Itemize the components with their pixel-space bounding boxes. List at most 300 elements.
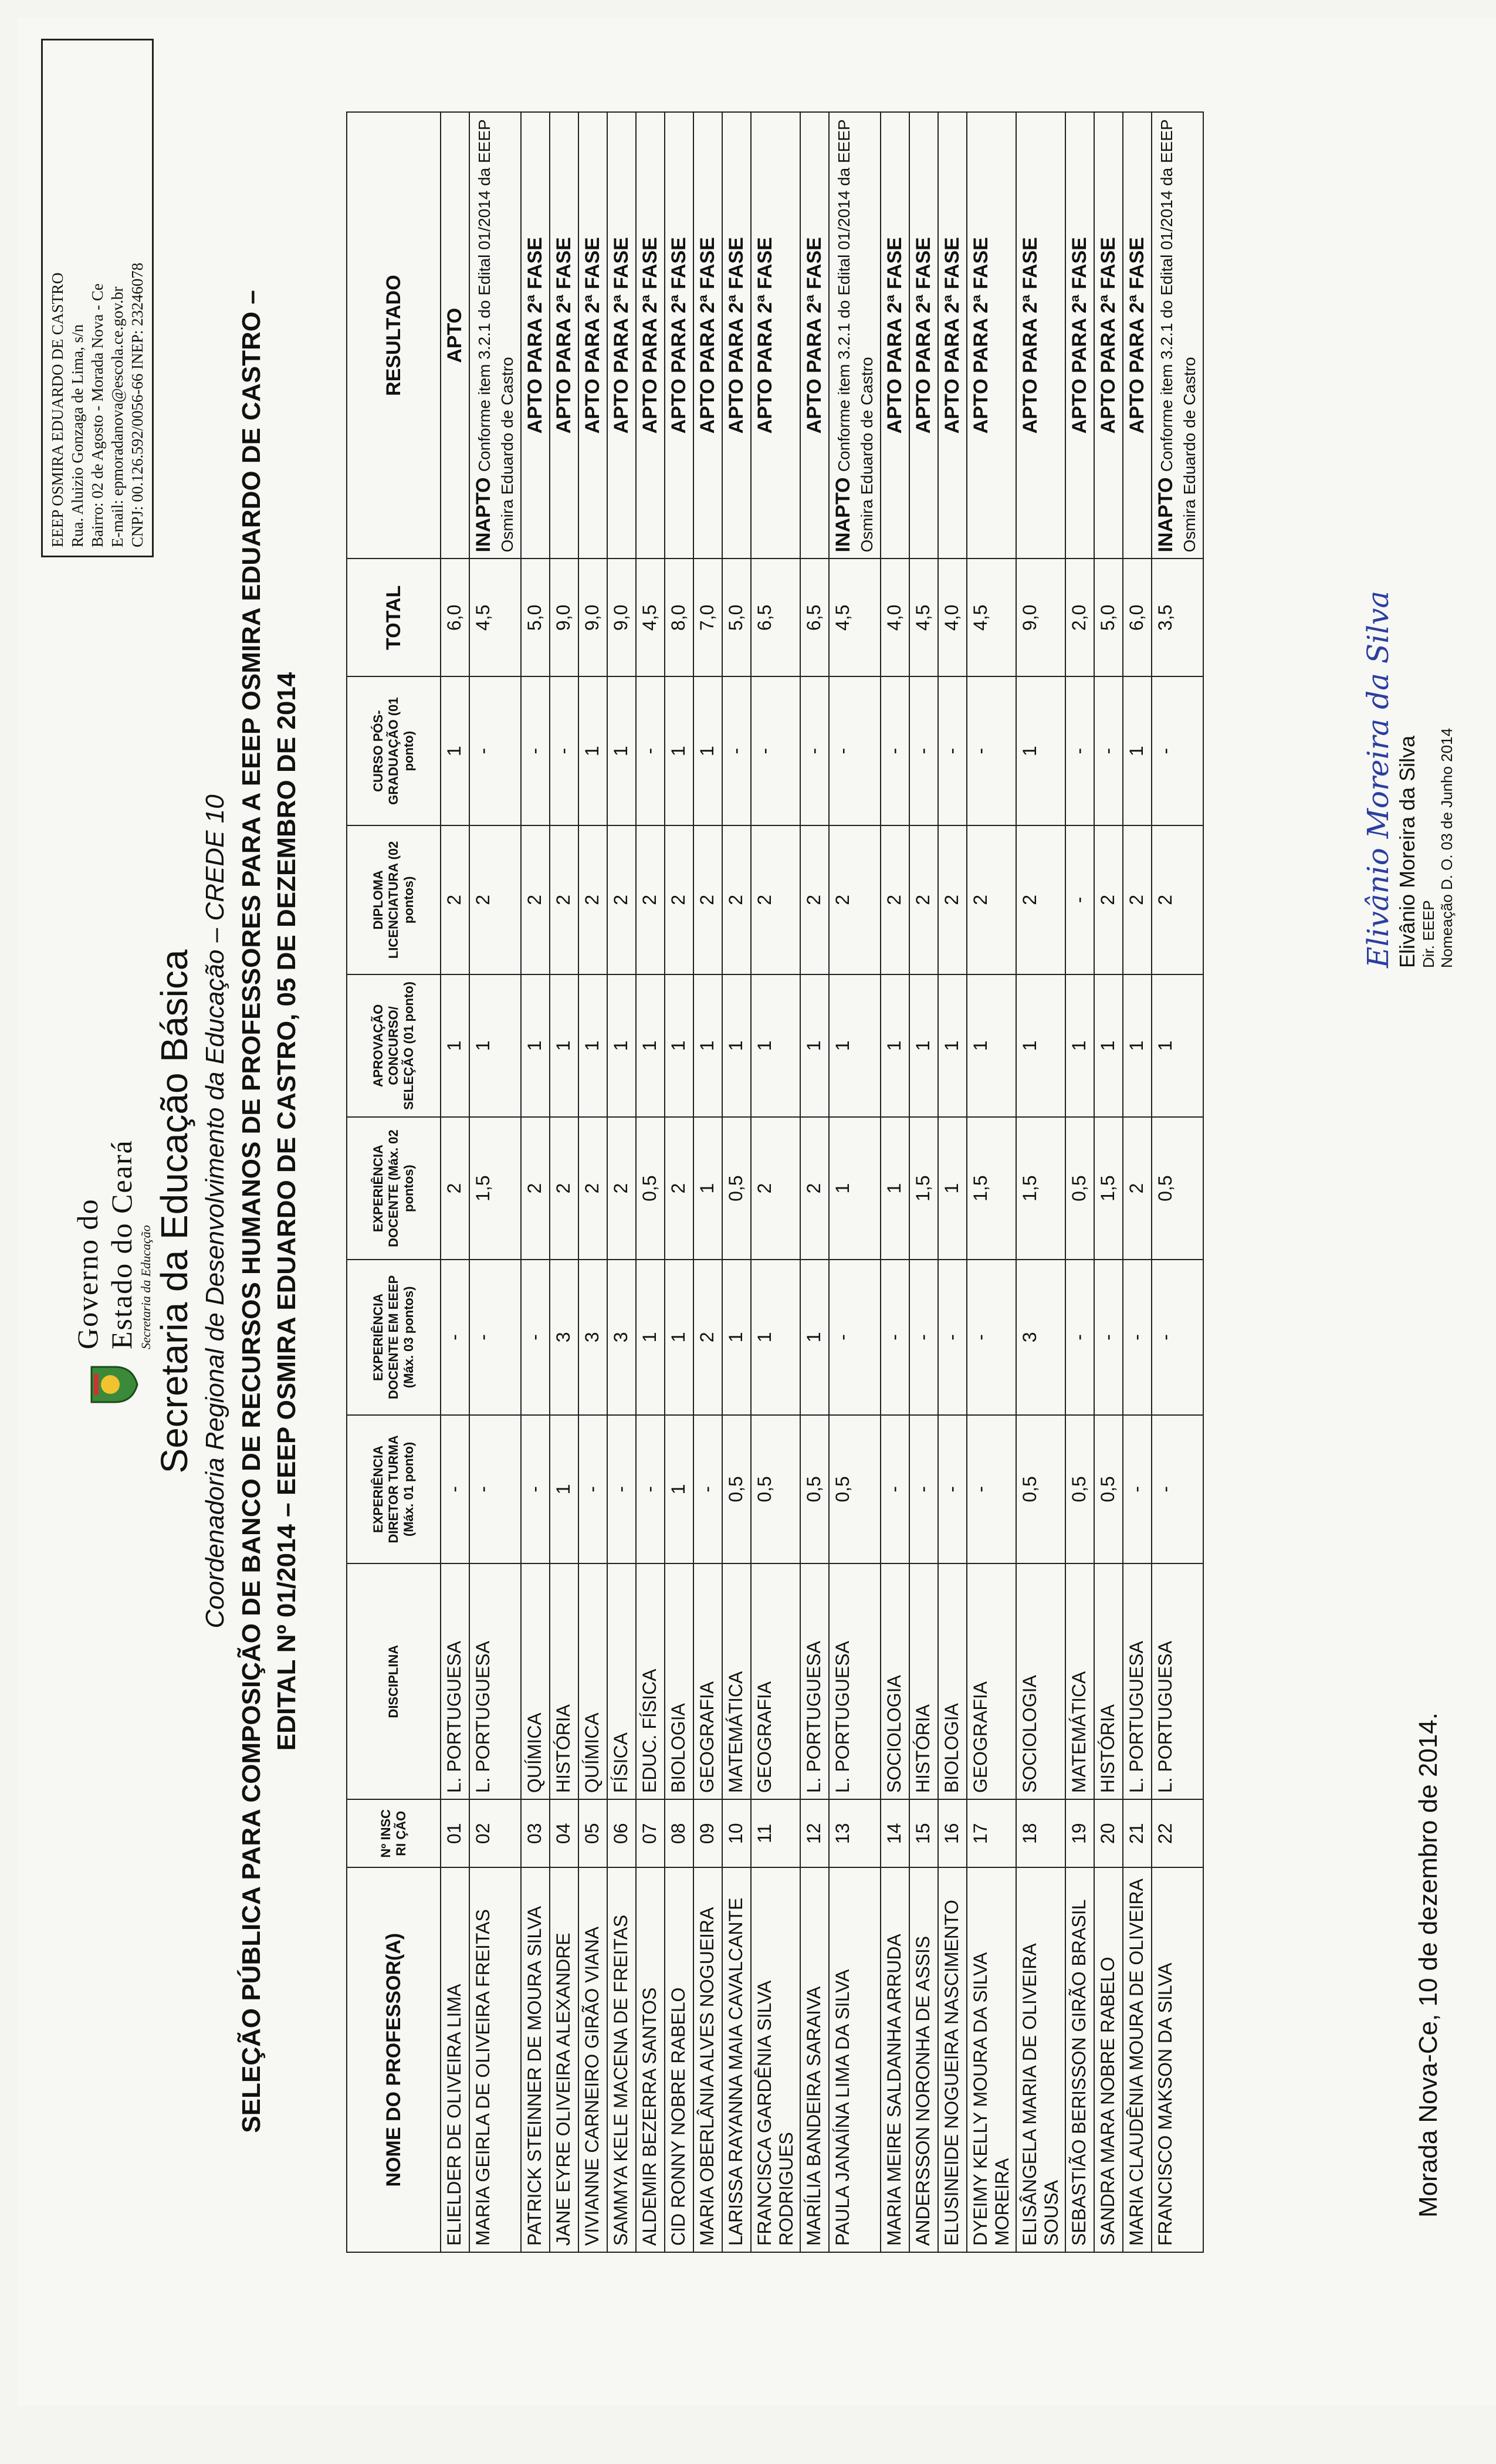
cell-disc: L. PORTUGUESA xyxy=(1152,1563,1203,1799)
cell-pos: 1 xyxy=(693,676,722,825)
cell-pos: 1 xyxy=(1016,676,1065,825)
cell-disc: BIOLOGIA xyxy=(938,1563,967,1799)
cell-nome: ANDERSSON NORONHA DE ASSIS xyxy=(909,1867,938,2252)
cell-resultado xyxy=(607,112,636,559)
cell-dt: - xyxy=(909,1415,938,1564)
cell-doc: 2 xyxy=(550,1117,578,1260)
cell-disc: FÍSICA xyxy=(607,1563,636,1799)
cell-total: 9,0 xyxy=(1016,559,1065,676)
cell-disc: GEOGRAFIA xyxy=(693,1563,722,1799)
cell-pos: - xyxy=(1152,676,1203,825)
cell-eeep: 2 xyxy=(693,1260,722,1414)
cell-disc: SOCIOLOGIA xyxy=(881,1563,909,1799)
cell-resultado xyxy=(665,112,693,559)
result-status: APTO PARA 2ª FASE xyxy=(668,237,690,434)
cell-nome: SAMMYA KELE MACENA DE FREITAS xyxy=(607,1867,636,2252)
cell-total: 6,5 xyxy=(751,559,800,676)
cell-eeep: - xyxy=(469,1260,521,1414)
cell-dt: - xyxy=(693,1415,722,1564)
cell-disc: QUÍMICA xyxy=(521,1563,550,1799)
cell-pos: - xyxy=(521,676,550,825)
school-stamp xyxy=(41,39,154,557)
cell-doc: 1 xyxy=(881,1117,909,1260)
cell-dt: - xyxy=(578,1415,607,1564)
cell-eeep: 3 xyxy=(550,1260,578,1414)
results-table-wrapper xyxy=(346,111,1204,2253)
table-row xyxy=(636,112,665,2252)
cell-dip: 2 xyxy=(881,825,909,974)
cell-dt: - xyxy=(1152,1415,1203,1564)
cell-pos: - xyxy=(829,676,881,825)
cell-dt: 0,5 xyxy=(722,1415,751,1564)
cell-apr: 1 xyxy=(881,974,909,1117)
cell-nome: SANDRA MARA NOBRE RABELO xyxy=(1094,1867,1123,2252)
cell-insc: 11 xyxy=(751,1799,800,1867)
government-line-2: Estado do Ceará xyxy=(105,1139,138,1349)
cell-insc: 09 xyxy=(693,1799,722,1867)
table-row xyxy=(722,112,751,2252)
result-status: APTO PARA 2ª FASE xyxy=(610,237,632,434)
cell-apr: 1 xyxy=(636,974,665,1117)
cell-pos: - xyxy=(469,676,521,825)
cell-dt: 0,5 xyxy=(1094,1415,1123,1564)
cell-apr: 1 xyxy=(1094,974,1123,1117)
cell-dt: 0,5 xyxy=(800,1415,829,1564)
result-status: APTO PARA 2ª FASE xyxy=(912,237,935,434)
table-row xyxy=(829,112,881,2252)
cell-apr: 1 xyxy=(1123,974,1152,1117)
result-status: APTO PARA 2ª FASE xyxy=(725,237,747,434)
result-status: APTO PARA 2ª FASE xyxy=(754,237,776,434)
cell-dt: 1 xyxy=(550,1415,578,1564)
table-row xyxy=(521,112,550,2252)
cell-dip: 2 xyxy=(722,825,751,974)
cell-apr: 1 xyxy=(967,974,1016,1117)
result-status: APTO PARA 2ª FASE xyxy=(1126,237,1148,434)
cell-nome: CID RONNY NOBRE RABELO xyxy=(665,1867,693,2252)
cell-pos: - xyxy=(967,676,1016,825)
cell-doc: 1,5 xyxy=(469,1117,521,1260)
cell-doc: 1,5 xyxy=(967,1117,1016,1260)
cell-doc: 2 xyxy=(665,1117,693,1260)
cell-doc: 0,5 xyxy=(636,1117,665,1260)
place-date: Morada Nova-Ce, 10 de dezembro de 2014. xyxy=(1414,1712,1443,2218)
cell-resultado xyxy=(967,112,1016,559)
column-header: Nº INSC RI ÇÃO xyxy=(347,1799,441,1867)
cell-insc: 19 xyxy=(1065,1799,1094,1867)
stamp-line: CNPJ: 00.126.592/0056-66 INEP: 23246078 xyxy=(128,262,146,547)
result-status: APTO PARA 2ª FASE xyxy=(553,237,575,434)
cell-resultado xyxy=(1065,112,1094,559)
cell-insc: 01 xyxy=(441,1799,469,1867)
table-row xyxy=(1094,112,1123,2252)
cell-nome: ELISÂNGELA MARIA DE OLIVEIRA SOUSA xyxy=(1016,1867,1065,2252)
cell-doc: 2 xyxy=(751,1117,800,1260)
cell-disc: MATEMÁTICA xyxy=(722,1563,751,1799)
cell-pos: - xyxy=(550,676,578,825)
cell-nome: SEBASTIÃO BERISSON GIRÃO BRASIL xyxy=(1065,1867,1094,2252)
cell-insc: 06 xyxy=(607,1799,636,1867)
cell-nome: ELIELDER DE OLIVEIRA LIMA xyxy=(441,1867,469,2252)
document-page xyxy=(18,18,1496,2405)
cell-total: 4,5 xyxy=(829,559,881,676)
cell-doc: 0,5 xyxy=(1065,1117,1094,1260)
cell-apr: 1 xyxy=(800,974,829,1117)
cell-resultado xyxy=(1016,112,1065,559)
cell-disc: SOCIOLOGIA xyxy=(1016,1563,1065,1799)
cell-nome: VIVIANNE CARNEIRO GIRÃO VIANA xyxy=(578,1867,607,2252)
selection-title: SELEÇÃO PÚBLICA PARA COMPOSIÇÃO DE BANCO DE RECURSOS HUMANOS DE PROFESSORES PARA A EEEP OSMIRA EDUARDO DE CASTRO – xyxy=(237,290,266,2133)
cell-eeep: - xyxy=(1123,1260,1152,1414)
cell-apr: 1 xyxy=(1065,974,1094,1117)
table-header-row xyxy=(347,112,441,2252)
cell-total: 9,0 xyxy=(578,559,607,676)
cell-eeep: - xyxy=(909,1260,938,1414)
cell-dip: 2 xyxy=(909,825,938,974)
cell-dip: 2 xyxy=(1094,825,1123,974)
cell-dip: 2 xyxy=(829,825,881,974)
cell-total: 4,5 xyxy=(636,559,665,676)
cell-pos: 1 xyxy=(665,676,693,825)
cell-eeep: - xyxy=(829,1260,881,1414)
column-header: TOTAL xyxy=(347,559,441,676)
cell-resultado xyxy=(636,112,665,559)
cell-disc: MATEMÁTICA xyxy=(1065,1563,1094,1799)
cell-nome: FRANCISCA GARDÊNIA SILVA RODRIGUES xyxy=(751,1867,800,2252)
cell-disc: GEOGRAFIA xyxy=(967,1563,1016,1799)
table-row xyxy=(1016,112,1065,2252)
cell-total: 4,5 xyxy=(469,559,521,676)
cell-resultado xyxy=(1123,112,1152,559)
cell-dt: - xyxy=(607,1415,636,1564)
result-status: APTO PARA 2ª FASE xyxy=(941,237,963,434)
cell-total: 5,0 xyxy=(521,559,550,676)
cell-insc: 18 xyxy=(1016,1799,1065,1867)
table-row xyxy=(607,112,636,2252)
cell-eeep: 1 xyxy=(665,1260,693,1414)
cell-pos: 1 xyxy=(607,676,636,825)
cell-eeep: 1 xyxy=(751,1260,800,1414)
cell-pos: 1 xyxy=(1123,676,1152,825)
cell-resultado xyxy=(578,112,607,559)
cell-resultado xyxy=(521,112,550,559)
cell-total: 7,0 xyxy=(693,559,722,676)
cell-dip: 2 xyxy=(521,825,550,974)
table-row xyxy=(938,112,967,2252)
cell-dt: - xyxy=(1123,1415,1152,1564)
cell-pos: - xyxy=(1094,676,1123,825)
cell-pos: - xyxy=(909,676,938,825)
cell-eeep: 1 xyxy=(636,1260,665,1414)
result-status: APTO PARA 2ª FASE xyxy=(581,237,604,434)
cell-total: 4,0 xyxy=(938,559,967,676)
cell-eeep: - xyxy=(881,1260,909,1414)
table-row xyxy=(550,112,578,2252)
cell-total: 4,0 xyxy=(881,559,909,676)
cell-apr: 1 xyxy=(441,974,469,1117)
cell-total: 2,0 xyxy=(1065,559,1094,676)
result-status: APTO PARA 2ª FASE xyxy=(884,237,906,434)
cell-insc: 04 xyxy=(550,1799,578,1867)
cell-disc: L. PORTUGUESA xyxy=(800,1563,829,1799)
cell-apr: 1 xyxy=(829,974,881,1117)
cell-dip: 2 xyxy=(469,825,521,974)
cell-disc: L. PORTUGUESA xyxy=(1123,1563,1152,1799)
cell-total: 5,0 xyxy=(1094,559,1123,676)
result-status: APTO PARA 2ª FASE xyxy=(970,237,992,434)
cell-apr: 1 xyxy=(909,974,938,1117)
cell-doc: 1 xyxy=(829,1117,881,1260)
column-header: EXPERIÊNCIA DIRETOR TURMA (Máx. 01 ponto) xyxy=(347,1415,441,1564)
cell-dip: 2 xyxy=(1152,825,1203,974)
cell-dt: 1 xyxy=(665,1415,693,1564)
cell-doc: 2 xyxy=(578,1117,607,1260)
result-status: INAPTO xyxy=(472,477,495,553)
cell-disc: L. PORTUGUESA xyxy=(829,1563,881,1799)
cell-dip: 2 xyxy=(693,825,722,974)
cell-apr: 1 xyxy=(722,974,751,1117)
cell-total: 5,0 xyxy=(722,559,751,676)
cell-eeep: - xyxy=(938,1260,967,1414)
cell-eeep: - xyxy=(1094,1260,1123,1414)
stamp-line: Bairro: 02 de Agosto - Morada Nova - Ce xyxy=(89,283,106,547)
cell-apr: 1 xyxy=(578,974,607,1117)
cell-resultado xyxy=(829,112,881,559)
result-note: Conforme item 3.2.1 do Edital 01/2014 da EEEP Osmira Eduardo de Castro xyxy=(1157,119,1199,553)
cell-nome: MARÍLIA BANDEIRA SARAIVA xyxy=(800,1867,829,2252)
cell-apr: 1 xyxy=(550,974,578,1117)
cell-dt: - xyxy=(881,1415,909,1564)
cell-eeep: - xyxy=(1065,1260,1094,1414)
cell-dt: 0,5 xyxy=(1016,1415,1065,1564)
cell-nome: PAULA JANAÍNA LIMA DA SILVA xyxy=(829,1867,881,2252)
cell-doc: 1,5 xyxy=(909,1117,938,1260)
cell-insc: 03 xyxy=(521,1799,550,1867)
cell-dt: - xyxy=(938,1415,967,1564)
cell-disc: HISTÓRIA xyxy=(1094,1563,1123,1799)
cell-doc: 2 xyxy=(521,1117,550,1260)
cell-total: 3,5 xyxy=(1152,559,1203,676)
results-table xyxy=(346,111,1204,2253)
column-header: EXPERIÊNCIA DOCENTE (Máx. 02 pontos) xyxy=(347,1117,441,1260)
table-row xyxy=(909,112,938,2252)
cell-nome: MARIA CLAUDÊNIA MOURA DE OLIVEIRA xyxy=(1123,1867,1152,2252)
cell-total: 4,5 xyxy=(909,559,938,676)
signature-name: Elivânio Moreira da Silva xyxy=(1395,735,1419,968)
cell-eeep: 1 xyxy=(800,1260,829,1414)
cell-doc: 1 xyxy=(938,1117,967,1260)
cell-pos: - xyxy=(722,676,751,825)
cell-resultado xyxy=(881,112,909,559)
cell-nome: PATRICK STEINNER DE MOURA SILVA xyxy=(521,1867,550,2252)
column-header: DIPLOMA LICENCIATURA (02 pontos) xyxy=(347,825,441,974)
cell-dt: - xyxy=(521,1415,550,1564)
table-row xyxy=(578,112,607,2252)
cell-pos: - xyxy=(938,676,967,825)
cell-dip: 2 xyxy=(800,825,829,974)
cell-eeep: 3 xyxy=(607,1260,636,1414)
cell-nome: MARIA MEIRE SALDANHA ARRUDA xyxy=(881,1867,909,2252)
result-status: APTO PARA 2ª FASE xyxy=(803,237,825,434)
cell-nome: ELUSINEIDE NOGUEIRA NASCIMENTO xyxy=(938,1867,967,2252)
cell-doc: 1,5 xyxy=(1094,1117,1123,1260)
table-row xyxy=(881,112,909,2252)
cell-total: 9,0 xyxy=(550,559,578,676)
cell-apr: 1 xyxy=(693,974,722,1117)
stamp-line: E-mail: epmoradanova@escola.ce.gov.br xyxy=(109,286,126,547)
cell-insc: 20 xyxy=(1094,1799,1123,1867)
cell-disc: L. PORTUGUESA xyxy=(469,1563,521,1799)
signature-decree: Nomeação D. O. 03 de Junho 2014 xyxy=(1438,727,1456,968)
cell-nome: DYEIMY KELLY MOURA DA SILVA MOREIRA xyxy=(967,1867,1016,2252)
cell-doc: 2 xyxy=(607,1117,636,1260)
cell-apr: 1 xyxy=(607,974,636,1117)
cell-doc: 1,5 xyxy=(1016,1117,1065,1260)
cell-insc: 21 xyxy=(1123,1799,1152,1867)
column-header: EXPERIÊNCIA DOCENTE EM EEEP (Máx. 03 pontos) xyxy=(347,1260,441,1414)
state-coat-of-arms-icon xyxy=(86,1361,138,1408)
column-header: RESULTADO xyxy=(347,112,441,559)
cell-resultado xyxy=(800,112,829,559)
stamp-line: Rua. Aluizio Gonzaga de Lima, s/n xyxy=(69,324,86,547)
cell-dt: 0,5 xyxy=(829,1415,881,1564)
cell-dip: 2 xyxy=(1123,825,1152,974)
document-heading xyxy=(153,164,302,2259)
cell-total: 6,0 xyxy=(1123,559,1152,676)
column-header: CURSO PÓS-GRADUAÇÃO (01 ponto) xyxy=(347,676,441,825)
result-status: APTO PARA 2ª FASE xyxy=(1097,237,1119,434)
result-status: APTO PARA 2ª FASE xyxy=(696,237,719,434)
table-row xyxy=(693,112,722,2252)
table-row xyxy=(1152,112,1203,2252)
cell-insc: 17 xyxy=(967,1799,1016,1867)
result-status: APTO PARA 2ª FASE xyxy=(1019,237,1041,434)
cell-disc: HISTÓRIA xyxy=(550,1563,578,1799)
result-status: APTO xyxy=(444,307,466,363)
cell-total: 6,5 xyxy=(800,559,829,676)
cell-disc: L. PORTUGUESA xyxy=(441,1563,469,1799)
cell-eeep: 3 xyxy=(578,1260,607,1414)
table-row xyxy=(1123,112,1152,2252)
table-row xyxy=(800,112,829,2252)
cell-doc: 0,5 xyxy=(1152,1117,1203,1260)
table-row xyxy=(1065,112,1094,2252)
table-row xyxy=(441,112,469,2252)
edital-title: EDITAL Nº 01/2014 – EEEP OSMIRA EDUARDO DE CASTRO, 05 DE DEZEMBRO DE 2014 xyxy=(272,672,301,1751)
cell-dip: 2 xyxy=(578,825,607,974)
cell-eeep: - xyxy=(521,1260,550,1414)
cell-dt: - xyxy=(967,1415,1016,1564)
result-note: Conforme item 3.2.1 do Edital 01/2014 da EEEP Osmira Eduardo de Castro xyxy=(475,119,516,553)
cell-doc: 1 xyxy=(693,1117,722,1260)
cell-resultado xyxy=(1094,112,1123,559)
column-header: APROVAÇÃO CONCURSO/ SELEÇÃO (01 ponto) xyxy=(347,974,441,1117)
cell-insc: 14 xyxy=(881,1799,909,1867)
cell-insc: 08 xyxy=(665,1799,693,1867)
cell-disc: QUÍMICA xyxy=(578,1563,607,1799)
cell-total: 6,0 xyxy=(441,559,469,676)
column-header: DISCIPLINA xyxy=(347,1563,441,1799)
result-status: INAPTO xyxy=(832,477,854,553)
cell-total: 9,0 xyxy=(607,559,636,676)
cell-dip: 2 xyxy=(607,825,636,974)
cell-insc: 10 xyxy=(722,1799,751,1867)
cell-resultado xyxy=(909,112,938,559)
table-row xyxy=(469,112,521,2252)
cell-nome: MARIA GEIRLA DE OLIVEIRA FREITAS xyxy=(469,1867,521,2252)
cell-disc: GEOGRAFIA xyxy=(751,1563,800,1799)
column-header: NOME DO PROFESSOR(A) xyxy=(347,1867,441,2252)
page-title: Secretaria da Educação Básica xyxy=(153,949,195,1474)
cell-doc: 2 xyxy=(800,1117,829,1260)
cell-dt: 0,5 xyxy=(751,1415,800,1564)
cell-resultado xyxy=(550,112,578,559)
cell-dip: 2 xyxy=(751,825,800,974)
cell-insc: 02 xyxy=(469,1799,521,1867)
cell-doc: 2 xyxy=(1123,1117,1152,1260)
table-row xyxy=(967,112,1016,2252)
cell-insc: 15 xyxy=(909,1799,938,1867)
cell-resultado xyxy=(722,112,751,559)
cell-apr: 1 xyxy=(1152,974,1203,1117)
results-table-container xyxy=(346,111,1332,2253)
cell-pos: 1 xyxy=(441,676,469,825)
cell-resultado xyxy=(938,112,967,559)
cell-dip: 2 xyxy=(550,825,578,974)
cell-resultado xyxy=(751,112,800,559)
cell-dip: 2 xyxy=(665,825,693,974)
cell-nome: MARIA OBERLÂNIA ALVES NOGUEIRA xyxy=(693,1867,722,2252)
cell-dt: - xyxy=(441,1415,469,1564)
cell-pos: - xyxy=(881,676,909,825)
cell-eeep: - xyxy=(1152,1260,1203,1414)
cell-pos: - xyxy=(1065,676,1094,825)
signature-role: Dir. EEEP xyxy=(1420,900,1437,968)
cell-pos: - xyxy=(800,676,829,825)
cell-insc: 07 xyxy=(636,1799,665,1867)
cell-resultado xyxy=(1152,112,1203,559)
cell-resultado xyxy=(693,112,722,559)
cell-nome: LARISSA RAYANNA MAIA CAVALCANTE xyxy=(722,1867,751,2252)
cell-nome: FRANCISCO MAKSON DA SILVA xyxy=(1152,1867,1203,2252)
cell-apr: 1 xyxy=(1016,974,1065,1117)
stamp-line: EEEP OSMIRA EDUARDO DE CASTRO xyxy=(49,272,66,547)
cell-dip: 2 xyxy=(967,825,1016,974)
cell-dip: 2 xyxy=(636,825,665,974)
cell-doc: 0,5 xyxy=(722,1117,751,1260)
cell-dip: 2 xyxy=(1016,825,1065,974)
cell-nome: ALDEMIR BEZERRA SANTOS xyxy=(636,1867,665,2252)
cell-pos: - xyxy=(636,676,665,825)
cell-total: 8,0 xyxy=(665,559,693,676)
cell-resultado xyxy=(469,112,521,559)
cell-nome: JANE EYRE OLIVEIRA ALEXANDRE xyxy=(550,1867,578,2252)
cell-doc: 2 xyxy=(441,1117,469,1260)
cell-eeep: - xyxy=(441,1260,469,1414)
cell-pos: 1 xyxy=(578,676,607,825)
cell-disc: BIOLOGIA xyxy=(665,1563,693,1799)
cell-apr: 1 xyxy=(751,974,800,1117)
cell-total: 4,5 xyxy=(967,559,1016,676)
page-subtitle: Coordenadoria Regional de Desenvolvimento da Educação – CREDE 10 xyxy=(201,794,229,1629)
cell-dt: - xyxy=(636,1415,665,1564)
result-note: Conforme item 3.2.1 do Edital 01/2014 da EEEP Osmira Eduardo de Castro xyxy=(835,119,876,553)
cell-disc: HISTÓRIA xyxy=(909,1563,938,1799)
cell-insc: 16 xyxy=(938,1799,967,1867)
result-status: APTO PARA 2ª FASE xyxy=(639,237,661,434)
cell-apr: 1 xyxy=(521,974,550,1117)
handwritten-signature: Elivânio Moreira da Silva xyxy=(1361,590,1395,968)
